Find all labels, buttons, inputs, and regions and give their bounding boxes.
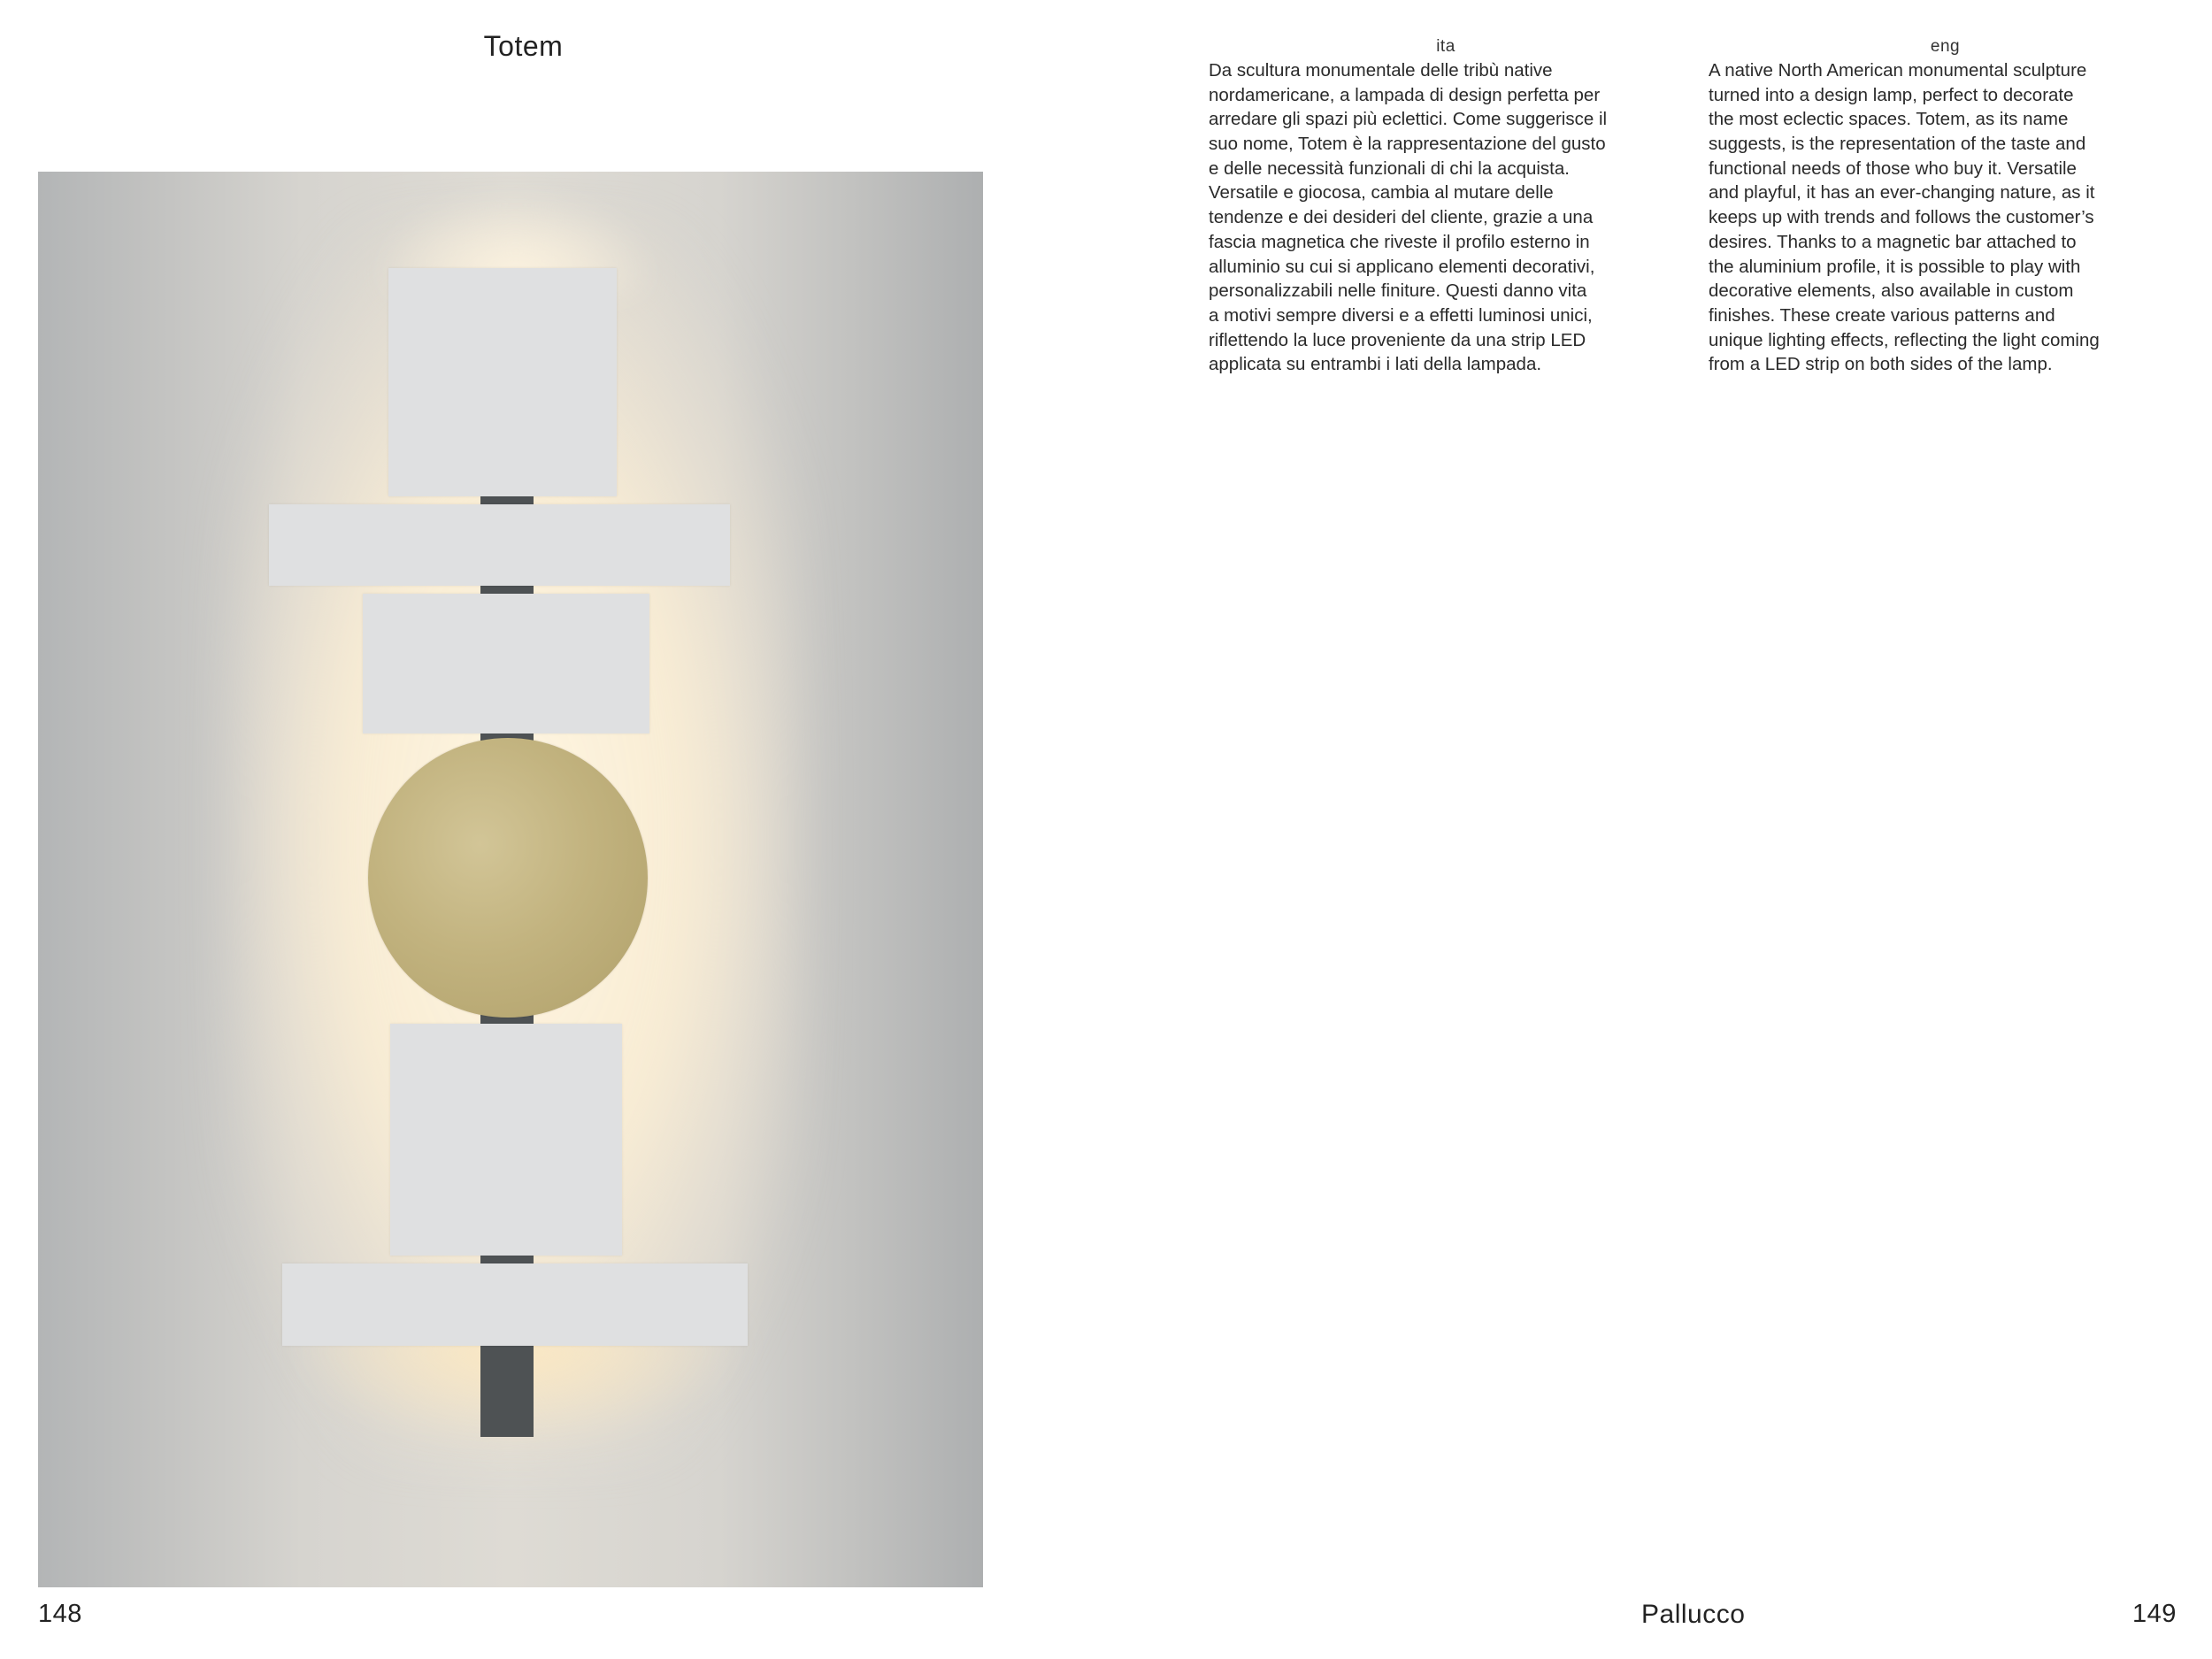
text-line: Versatile e giocosa, cambia al mutare delle [1209, 182, 1554, 204]
lamp-panel-medium [363, 594, 649, 733]
text-line: nordamericane, a lampada di design perfetta per [1209, 84, 1601, 105]
text-line: desires. Thanks to a magnetic bar attached to [1709, 231, 2077, 252]
text-line: finishes. These create various patterns and [1709, 304, 2055, 326]
italian-body-text [1209, 58, 1691, 377]
english-heading: eng [1930, 37, 1961, 56]
page-number-left: 148 [38, 1600, 82, 1628]
lamp-panel-square-top [388, 268, 617, 496]
text-line: a motivi sempre diversi e a effetti luminosi unici, [1209, 304, 1593, 326]
text-line: tendenze e dei desideri del cliente, grazie a una [1209, 207, 1594, 228]
text-line: arredare gli spazi più eclettici. Come suggerisce il [1209, 109, 1608, 130]
text-line: from a LED strip on both sides of the lamp. [1709, 354, 2053, 375]
lamp-panel-square-lower [390, 1024, 622, 1256]
brand-name: Pallucco [1641, 1600, 1746, 1629]
lamp-panel-wide-base [282, 1263, 748, 1346]
text-line: the aluminium profile, it is possible to play with [1709, 256, 2081, 277]
text-line: functional needs of those who buy it. Versatile [1709, 157, 2077, 179]
lamp-panel-wide-upper [269, 504, 730, 586]
text-line: alluminio su cui si applicano elementi decorativi, [1209, 256, 1595, 277]
text-line: fascia magnetica che riveste il profilo esterno in [1209, 231, 1590, 252]
text-line: and playful, it has an ever-changing nature, as it [1709, 182, 2095, 204]
text-line: suggests, is the representation of the taste and [1709, 134, 2086, 155]
text-line: suo nome, Totem è la rappresentazione del gusto [1209, 134, 1606, 155]
page-number-right: 149 [2132, 1600, 2177, 1628]
text-line: the most eclectic spaces. Totem, as its name [1709, 109, 2069, 130]
lamp-brass-disc [368, 738, 648, 1018]
text-line: turned into a design lamp, perfect to decorate [1709, 84, 2074, 105]
italian-heading: ita [1436, 37, 1455, 56]
text-line: riflettendo la luce proveniente da una strip LED [1209, 329, 1586, 350]
text-line: e delle necessità funzionali di chi la acquista. [1209, 157, 1570, 179]
page-title: Totem [483, 30, 564, 62]
text-line: keeps up with trends and follows the customer’s [1709, 207, 2094, 228]
text-line: personalizzabili nelle finiture. Questi danno vita [1209, 280, 1587, 302]
english-body-text [1709, 58, 2191, 377]
text-line: unique lighting effects, reflecting the light coming [1709, 329, 2100, 350]
text-line: decorative elements, also available in custom [1709, 280, 2074, 302]
text-line: applicata su entrambi i lati della lampada. [1209, 354, 1542, 375]
text-line: Da scultura monumentale delle tribù native [1209, 60, 1553, 81]
totem-lamp-photo [38, 172, 983, 1587]
text-line: A native North American monumental sculpture [1709, 60, 2087, 81]
